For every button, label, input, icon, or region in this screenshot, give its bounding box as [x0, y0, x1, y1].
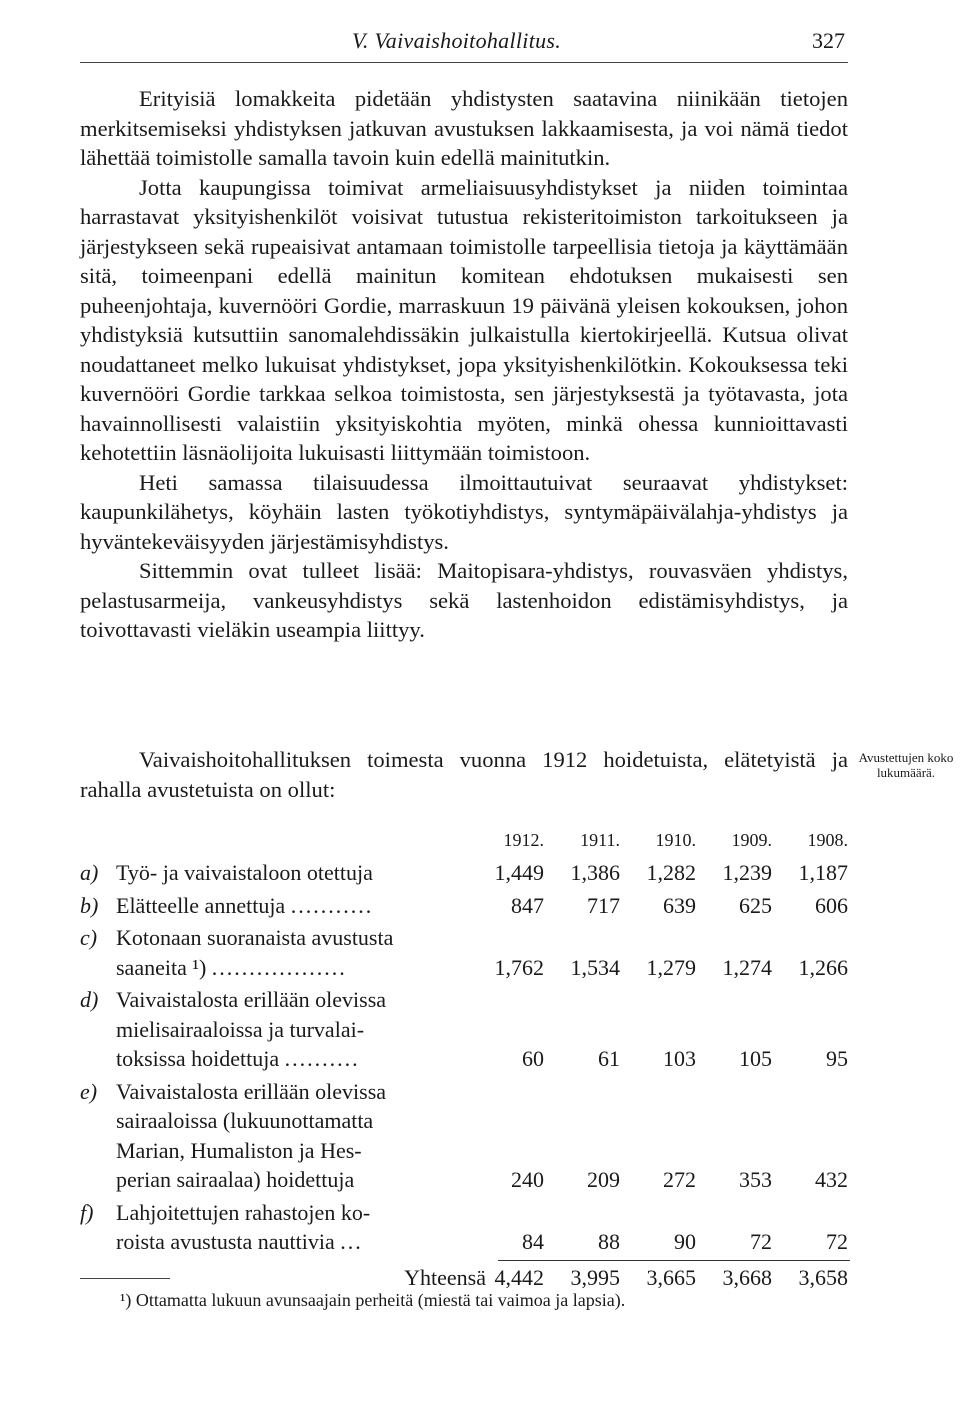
total-cell: 3,665	[646, 1264, 696, 1290]
table-cell: 432	[815, 1167, 848, 1192]
total-rule	[498, 1260, 850, 1261]
footnote-rule	[80, 1278, 170, 1279]
table-cell: 1,187	[798, 860, 848, 885]
row-label-text: perian sairaalaa) hoidettuja	[116, 1167, 355, 1192]
row-letter: e)	[80, 1078, 98, 1104]
table-cell: 353	[739, 1167, 772, 1192]
row-label-line	[80, 1198, 480, 1228]
leader-dots: ...........	[290, 892, 374, 918]
row-label	[80, 1198, 480, 1257]
paragraph-4: Sittemmin ovat tulleet lisää: Maitopisara-yhdistys, rouvasväen yhdistys, pelastusarmeija, vankeusyhdistys sekä lastenhoidon edistämisyhdistys, ja toivottavasti vieläkin useampia liittyy.	[80, 558, 848, 642]
table-intro	[80, 745, 848, 804]
row-label-line	[80, 1015, 480, 1045]
table-row	[80, 1198, 848, 1260]
total-cell: 4,442	[494, 1264, 544, 1290]
table-row	[80, 891, 848, 924]
row-label	[80, 985, 480, 1074]
row-label-line	[80, 891, 480, 921]
margin-note: Avustettujen koko lukumäärä.	[858, 750, 954, 780]
row-label-line	[80, 953, 480, 983]
table-cell: 84	[522, 1229, 544, 1254]
running-head: V. Vaivaishoitohallitus.	[352, 28, 562, 53]
row-label-line	[80, 985, 480, 1015]
table-cell: 1,762	[494, 954, 544, 980]
total-cell: 3,658	[798, 1264, 848, 1290]
table-cell: 240	[511, 1167, 544, 1192]
row-label-line	[80, 923, 480, 953]
page-header	[0, 28, 960, 58]
row-label-line	[80, 1136, 480, 1166]
row-label	[80, 1077, 480, 1195]
row-label-text: Vaivaistalosta erillään olevissa	[116, 1078, 387, 1104]
body-text	[80, 84, 848, 645]
row-letter: b)	[80, 892, 99, 918]
table-body	[80, 858, 848, 1293]
footnote-text: Ottamatta lukuun avunsaajain perheitä (miestä tai vaimoa ja lapsia).	[135, 1290, 626, 1310]
row-label	[80, 858, 480, 888]
page-number: 327	[812, 28, 845, 53]
paragraph-2: Jotta kaupungissa toimivat armeliaisuusyhdistykset ja niiden toimintaa harrastavat yksityishenkilöt voisivat tutustua rekisteritoimiston tarkoitukseen ja järjestykseen sekä rupeaisivat antamaan toimistolle tarpeellisia tietoja ja käyttämään sitä, toimeenpani edellä mainitun komitean ehdotuksen mukaisesti sen puheenjohtaja, kuvernööri Gordie, marraskuun 19 päivänä yleisen kokouksen, johon yhdistyksiä kutsuttiin sanomalehdissäkin julkaistulla kiertokirjeellä. Kutsua olivat noudattaneet melko lukuisat yhdistykset, jopa yksityishenkilötkin. Kokouksessa teki kuvernööri Gordie tarkkaa selkoa toimistosta, sen järjestyksestä ja työtavasta, jota havainnollisesti valaistiin yksityiskohtia myöten, minkä ohessa kunnioittavasti kehotettiin läsnäolijoita lukuisasti liittymään toimistoon.	[80, 174, 848, 465]
table-cell: 847	[511, 892, 544, 918]
row-label	[80, 891, 480, 921]
row-label-text: sairaaloissa (lukuunottamatta	[116, 1108, 374, 1133]
table-cell: 272	[663, 1167, 696, 1192]
table-cell: 90	[674, 1229, 696, 1254]
row-label-line	[80, 1106, 480, 1136]
year-header: 1911.	[580, 830, 620, 850]
table-cell: 88	[598, 1229, 620, 1254]
row-letter: a)	[80, 860, 99, 885]
table-cell: 105	[739, 1046, 772, 1071]
leader-dots: ..................	[211, 954, 347, 980]
table-cell: 1,274	[722, 954, 772, 980]
year-header: 1909.	[731, 830, 772, 850]
table-cell: 717	[587, 892, 620, 918]
table-cell: 1,534	[570, 954, 620, 980]
footnote-mark: ¹)	[120, 1290, 132, 1310]
paragraph-3: Heti samassa tilaisuudessa ilmoittautuivat seuraavat yhdistykset: kaupunkilähetys, köyhäin lasten työkotiyhdistys, syntymäpäivälahja-yhdistys ja hyväntekeväisyyden järjestämisyhdistys.	[80, 469, 848, 554]
table-row	[80, 923, 848, 985]
table-intro-text: Vaivaishoitohallituksen toimesta vuonna 1912 hoidetuista, elätetyistä ja rahalla avustetuista on ollut:	[80, 747, 848, 802]
row-label-text: Marian, Humaliston ja Hes-	[116, 1137, 362, 1163]
table-cell: 72	[750, 1229, 772, 1254]
table-cell: 639	[663, 892, 696, 918]
row-letter: f)	[80, 1199, 94, 1225]
total-label: Yhteensä	[404, 1264, 486, 1290]
row-letter: d)	[80, 987, 99, 1012]
row-letter: c)	[80, 925, 98, 950]
row-label-text: mielisairaaloissa ja turvalai-	[116, 1016, 365, 1042]
table-row	[80, 985, 848, 1077]
table-cell: 1,282	[646, 860, 696, 885]
row-label-text: toksissa hoidettuja	[116, 1046, 280, 1071]
row-label-line	[80, 1227, 480, 1257]
year-header: 1910.	[655, 830, 696, 850]
year-header-row	[80, 826, 848, 858]
table-cell: 606	[815, 892, 848, 918]
row-label-text: saaneita ¹)	[116, 954, 207, 980]
year-header: 1908.	[807, 830, 848, 850]
header-rule	[80, 62, 848, 63]
total-cell: 3,995	[570, 1264, 620, 1290]
total-cell: 3,668	[722, 1264, 772, 1290]
row-label-line	[80, 1077, 480, 1107]
leader-dots: ...	[340, 1229, 363, 1254]
table-cell: 95	[826, 1046, 848, 1071]
footnote	[120, 1290, 625, 1311]
table-cell: 60	[522, 1046, 544, 1071]
row-label-line	[80, 1044, 480, 1074]
table-cell: 61	[598, 1046, 620, 1071]
leader-dots: ..........	[284, 1046, 360, 1071]
table-row	[80, 1077, 848, 1198]
table-cell: 1,386	[570, 860, 620, 885]
table-cell: 72	[826, 1229, 848, 1254]
year-header: 1912.	[503, 830, 544, 850]
table-cell: 625	[739, 892, 772, 918]
table-cell: 1,279	[646, 954, 696, 980]
total-row	[80, 1260, 848, 1294]
row-label-text: Työ- ja vaivaistaloon otettuja	[116, 860, 373, 885]
row-label-line	[80, 1165, 480, 1195]
row-label-text: Elätteelle annettuja	[116, 892, 286, 918]
row-label-text: Vaivaistalosta erillään olevissa	[116, 987, 387, 1012]
row-label-text: Kotonaan suoranaista avustusta	[116, 925, 394, 950]
table-cell: 1,239	[722, 860, 772, 885]
row-label-text: Lahjoitettujen rahastojen ko-	[116, 1199, 371, 1225]
row-label-line	[80, 858, 480, 888]
table-cell: 1,266	[798, 954, 848, 980]
table-row	[80, 858, 848, 891]
table-cell: 103	[663, 1046, 696, 1071]
paragraph-1: Erityisiä lomakkeita pidetään yhdistysten saatavina niinikään tietojen merkitsemiseksi yhdistyksen jatkuvan avustuksen lakkaamisesta, ja voi nämä tiedot lähettää toimistolle samalla tavoin kuin edellä mainitutkin.	[80, 86, 848, 170]
statistics-table	[80, 826, 848, 1293]
table-cell: 209	[587, 1167, 620, 1192]
table-cell: 1,449	[494, 860, 544, 885]
row-label-text: roista avustusta nauttivia	[116, 1229, 335, 1254]
row-label	[80, 923, 480, 982]
